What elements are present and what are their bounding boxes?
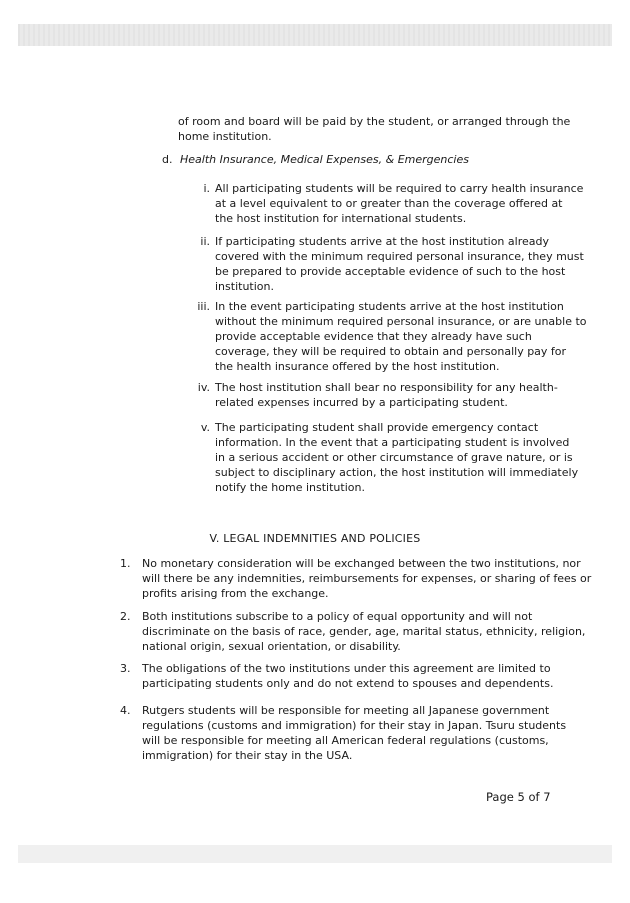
list-line: subject to disciplinary action, the host institution will immediately xyxy=(215,466,579,479)
list-number: i. xyxy=(203,182,210,195)
list-number: iv. xyxy=(197,381,210,394)
list-line: The host institution shall bear no responsibility for any health- xyxy=(215,381,558,394)
list-item-body xyxy=(142,609,586,654)
list-item-body xyxy=(142,661,552,691)
list-item-body xyxy=(215,234,584,294)
intro-line: of room and board will be paid by the student, or arranged through the xyxy=(178,115,571,128)
list-item-body xyxy=(142,556,592,601)
scan-edge-bottom xyxy=(18,845,612,863)
list-line: If participating students arrive at the host institution already xyxy=(215,235,549,248)
list-line: without the minimum required personal insurance, or are unable to xyxy=(215,315,587,328)
list-line: regulations (customs and immigration) for their stay in Japan. Tsuru students xyxy=(142,719,567,732)
list-line: the host institution for international students. xyxy=(215,212,467,225)
list-line: institution. xyxy=(215,280,274,293)
list-line: covered with the minimum required personal insurance, they must xyxy=(215,250,584,263)
list-number: 3. xyxy=(120,662,131,675)
list-line: Rutgers students will be responsible for meeting all Japanese government xyxy=(142,704,550,717)
list-line: Both institutions subscribe to a policy of equal opportunity and will not xyxy=(142,610,533,623)
list-line: The obligations of the two institutions under this agreement are limited to xyxy=(142,662,551,675)
list-number: v. xyxy=(200,421,210,434)
list-item-body xyxy=(215,420,579,495)
list-line: notify the home institution. xyxy=(215,481,365,494)
list-line: related expenses incurred by a participating student. xyxy=(215,396,508,409)
intro-line: home institution. xyxy=(178,130,272,143)
list-line: All participating students will be required to carry health insurance xyxy=(215,182,584,195)
list-line: No monetary consideration will be exchanged between the two institutions, nor xyxy=(142,557,581,570)
list-line: participating students only and do not extend to spouses and dependents. xyxy=(142,677,554,690)
list-item-body xyxy=(215,299,587,374)
list-line: coverage, they will be required to obtain and personally pay for xyxy=(215,345,567,358)
subsection-letter: d. xyxy=(162,153,173,166)
list-line: national origin, sexual orientation, or disability. xyxy=(142,640,401,653)
list-line: the health insurance offered by the host institution. xyxy=(215,360,500,373)
list-line: discriminate on the basis of race, gender, age, marital status, ethnicity, religion, xyxy=(142,625,586,638)
list-line: be prepared to provide acceptable evidence of such to the host xyxy=(215,265,566,278)
list-number: 4. xyxy=(120,704,131,717)
list-line: immigration) for their stay in the USA. xyxy=(142,749,353,762)
list-line: The participating student shall provide emergency contact xyxy=(215,421,539,434)
scan-edge-top xyxy=(18,24,612,46)
list-item-body xyxy=(142,703,567,763)
page-number: Page 5 of 7 xyxy=(486,790,551,804)
list-item-body xyxy=(215,380,558,410)
list-line: In the event participating students arrive at the host institution xyxy=(215,300,564,313)
list-number: ii. xyxy=(200,235,210,248)
list-line: profits arising from the exchange. xyxy=(142,587,329,600)
list-item-body xyxy=(215,181,584,226)
list-number: iii. xyxy=(197,300,210,313)
list-line: information. In the event that a participating student is involved xyxy=(215,436,570,449)
list-number: 2. xyxy=(120,610,131,623)
list-number: 1. xyxy=(120,557,131,570)
section-heading: V. LEGAL INDEMNITIES AND POLICIES xyxy=(209,532,421,545)
list-line: will be responsible for meeting all American federal regulations (customs, xyxy=(142,734,549,747)
list-line: will there be any indemnities, reimbursements for expenses, or sharing of fees or xyxy=(142,572,592,585)
list-line: provide acceptable evidence that they already have such xyxy=(215,330,532,343)
subsection-title: Health Insurance, Medical Expenses, & Emergencies xyxy=(180,153,469,166)
list-line: in a serious accident or other circumstance of grave nature, or is xyxy=(215,451,573,464)
list-line: at a level equivalent to or greater than the coverage offered at xyxy=(215,197,563,210)
